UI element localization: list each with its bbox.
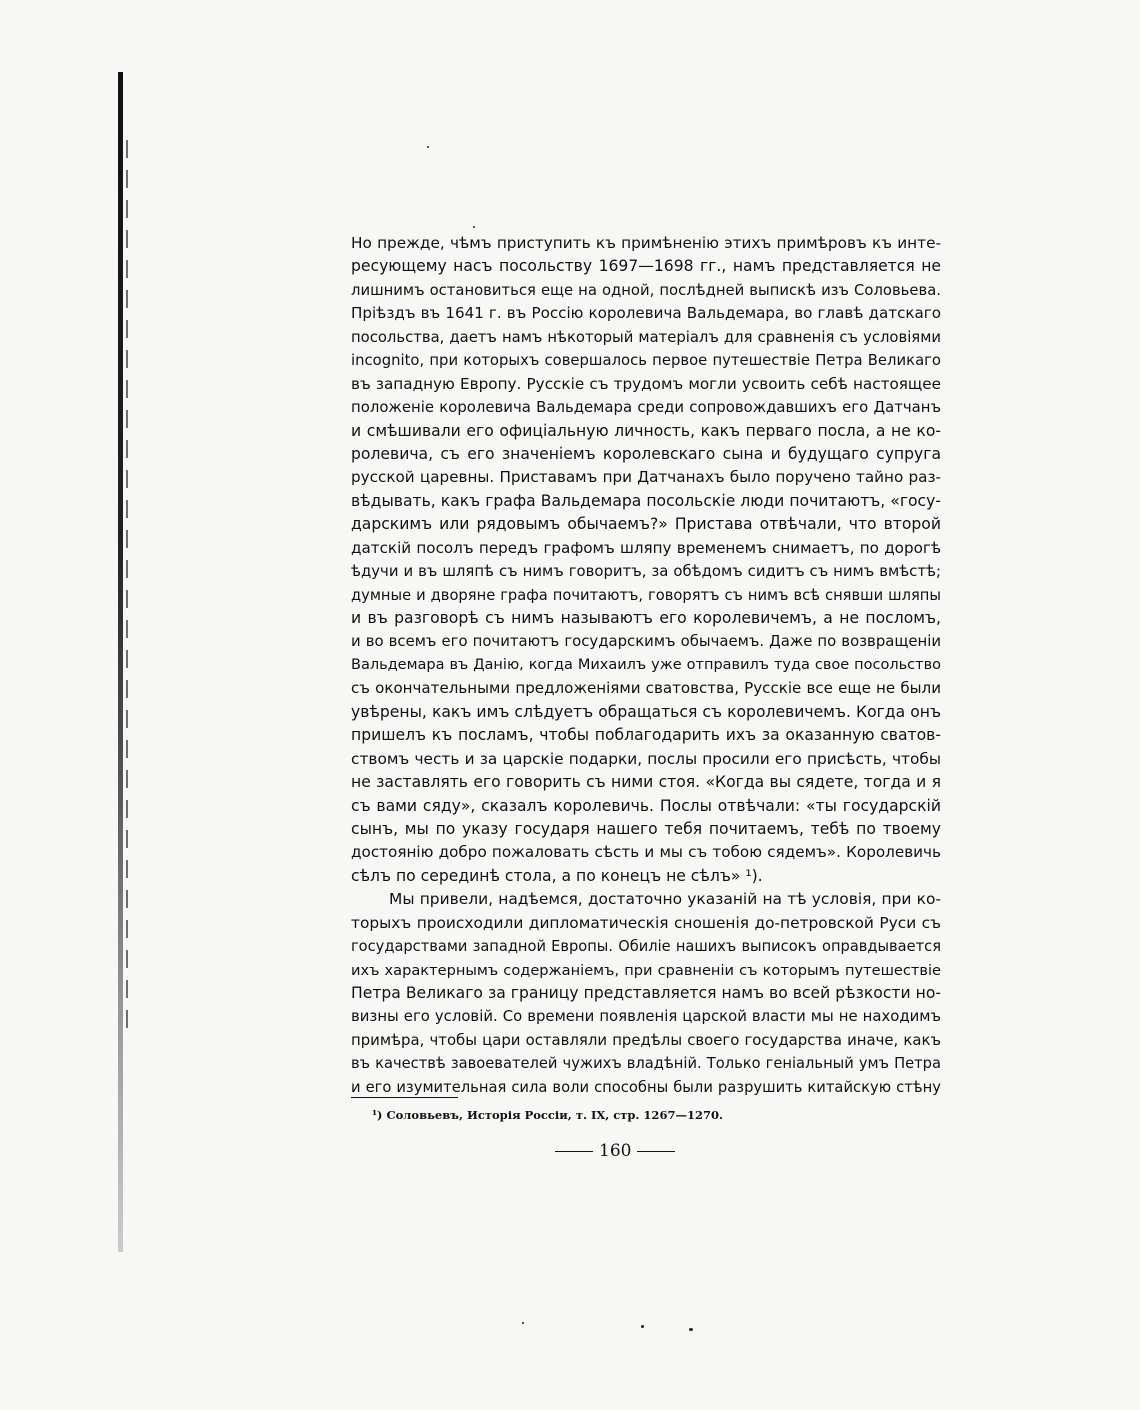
text-line: положеніе королевича Вальдемара среди сопровождавшихъ его Датчанъ [351,398,941,417]
text-line: въ западную Европу. Русскіе съ трудомъ могли усвоить себѣ настоящее [351,374,941,393]
text-line: ресующему насъ посольству 1697—1698 гг., намъ представляется не [351,257,941,276]
page-binding-marks [126,140,128,1040]
scan-speck [689,1328,693,1331]
text-line: посольства, даетъ намъ нѣкоторый матеріалъ для сравненія съ условіями [351,328,941,346]
paragraph-1 [351,232,941,888]
text-line: въ качествѣ завоевателей чужихъ владѣній. Только геніальный умъ Петра [351,1055,941,1073]
text-line: ихъ характернымъ содержаніемъ, при сравненіи съ которымъ путешествіе [351,961,941,979]
footnote: ¹) Соловьевъ, Исторія Россіи, т. IX, стр. 1267—1270. [372,1108,723,1122]
text-line: лишнимъ остановиться еще на одной, послѣдней выпискѣ изъ Соловьева. [351,281,941,299]
scan-speck [427,146,429,148]
page-number-dash-left [555,1151,593,1152]
text-line: и во всемъ его почитаютъ государскимъ обычаемъ. Даже по возвращеніи [351,632,941,651]
text-line: торыхъ происходили дипломатическія сношенія до-петровской Руси съ [351,913,941,932]
text-line: достоянію добро пожаловать сѣсть и мы съ тобою сядемъ». Королевичь [351,843,941,862]
text-line: и смѣшивали его офиціальную личность, какъ перваго посла, а не ко- [351,421,941,440]
text-line: сѣлъ по серединѣ стола, а по конецъ не сѣлъ» ¹). [351,866,763,885]
text-line: incognito, при которыхъ совершалось первое путешествіе Петра Великаго [351,352,941,370]
text-line: визны его условій. Со времени появленія царской власти мы не находимъ [351,1007,941,1026]
text-line: сынъ, мы по указу государя нашего тебя почитаемъ, тебѣ по твоему [351,819,941,838]
text-line: Мы привели, надѣемся, достаточно указаній на тѣ условія, при ко- [389,890,941,909]
text-line: ѣдучи и въ шляпѣ съ нимъ говоритъ, за обѣдомъ сидитъ съ нимъ вмѣстѣ; [351,562,941,581]
text-line: Петра Великаго за границу представляется намъ во всей рѣзкости но- [351,984,941,1002]
text-line: примѣра, чтобы цари оставляли предѣлы своего государства иначе, какъ [351,1030,941,1049]
text-line: ролевича, съ его значеніемъ королевскаго сына и будущаго супруга [351,444,941,463]
page-number-dash-right [637,1151,675,1152]
text-line: Вальдемара въ Данію, когда Михаилъ уже отправилъ туда свое посольство [351,656,941,673]
text-line: съ вами сяду», сказалъ королевичь. Послы отвѣчали: «ты государскій [351,796,941,815]
text-line: и въ разговорѣ съ нимъ называютъ его королевичемъ, а не посломъ, [351,609,941,627]
text-line: увѣрены, какъ имъ слѣдуетъ обращаться съ королевичемъ. Когда онъ [351,702,941,721]
scan-speck [473,226,475,228]
text-line: вѣдывать, какъ графа Вальдемара посольскіе люди почитаютъ, «госу- [351,491,941,510]
page-number-value: 160 [599,1141,632,1161]
text-line: ствомъ честь и за царскіе подарки, послы просили его присѣсть, чтобы [351,749,941,768]
text-line: русской царевны. Приставамъ при Датчанахъ было поручено тайно раз- [351,468,941,487]
page-number [555,1141,675,1161]
text-line: Пріѣздъ въ 1641 г. въ Россію королевича Вальдемара, во главѣ датскаго [351,304,941,323]
scan-speck [522,1322,524,1324]
text-line: государствами западной Европы. Обиліе нашихъ выписокъ оправдывается [351,938,941,956]
page-binding-shadow [118,72,123,1252]
text-line: и его изумительная сила воли способны были разрушить китайскую стѣну [351,1078,941,1096]
footnote-separator [351,1097,458,1098]
text-line: не заставлять его говорить съ ними стоя. «Когда вы сядете, тогда и я [351,773,941,792]
text-line: дарскимъ или рядовымъ обычаемъ?» Пристава отвѣчали, что второй [351,515,941,534]
text-line: датскій посолъ передъ графомъ шляпу временемъ снимаетъ, по дорогѣ [351,538,941,557]
scan-speck [641,1325,644,1328]
paragraph-2 [351,888,941,1099]
main-text [351,232,941,1099]
text-line: Но прежде, чѣмъ приступить къ примѣненію этихъ примѣровъ къ инте- [351,234,941,252]
text-line: думные и дворяне графа почитаютъ, говорятъ съ нимъ всѣ снявши шляпы [351,586,941,604]
text-line: пришелъ къ посламъ, чтобы поблагодарить ихъ за оказанную сватов- [351,726,941,745]
text-line: съ окончательными предложеніями сватовства, Русскіе все еще не были [351,679,941,698]
